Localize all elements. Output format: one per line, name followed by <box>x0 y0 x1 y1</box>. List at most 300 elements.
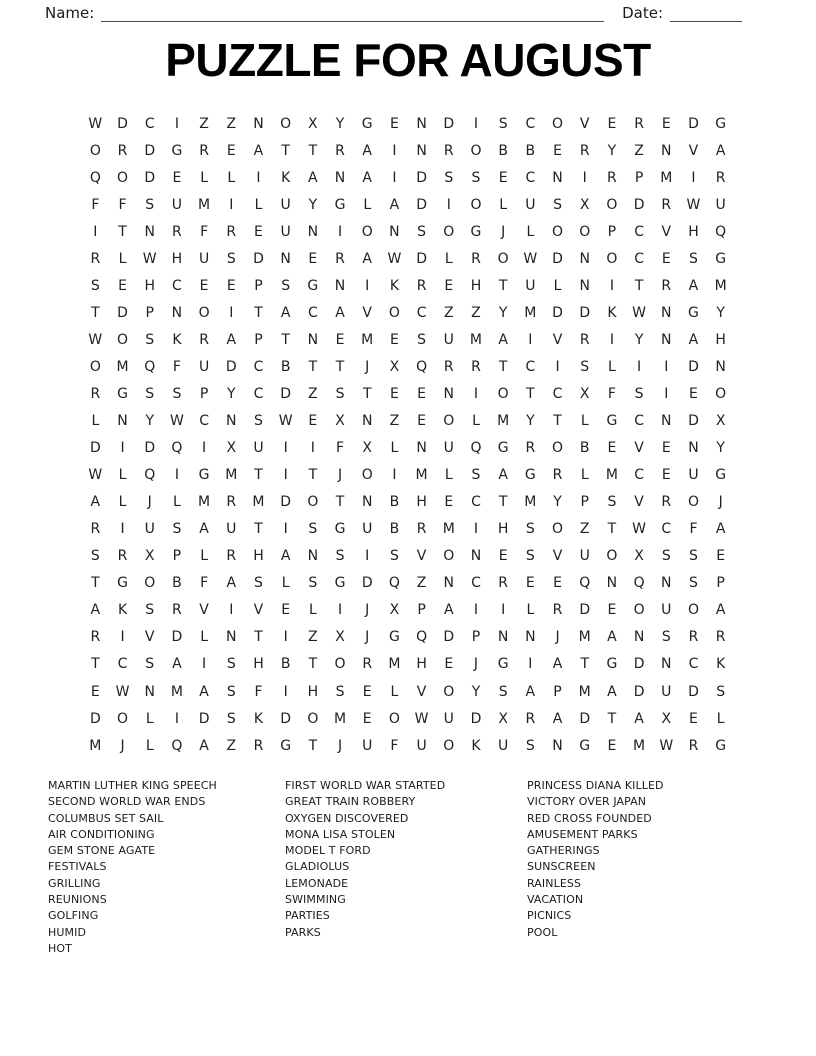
grid-letter: N <box>416 142 427 159</box>
grid-letter: N <box>606 575 618 592</box>
grid-letter: A <box>688 331 699 348</box>
grid-letter: H <box>307 683 319 700</box>
grid-letter: J <box>718 494 723 511</box>
grid-letter: M <box>198 494 211 511</box>
grid-letter: M <box>497 413 510 430</box>
grid-letter: V <box>362 304 372 321</box>
grid-letter: L <box>118 467 127 484</box>
grid-letter: R <box>579 142 590 159</box>
word-list-column-1 <box>48 778 217 957</box>
grid-letter: S <box>335 548 345 565</box>
grid-letter: I <box>120 440 125 457</box>
grid-letter: Z <box>471 304 481 321</box>
grid-letter: I <box>555 358 560 375</box>
grid-letter: I <box>528 656 533 673</box>
grid-letter: G <box>497 656 509 673</box>
grid-letter: M <box>578 629 591 646</box>
grid-letter: D <box>280 385 292 402</box>
grid-letter: D <box>144 142 156 159</box>
grid-letter: N <box>307 331 319 348</box>
grid-letter: A <box>280 304 291 321</box>
grid-letter: N <box>661 142 672 159</box>
grid-letter: B <box>389 494 400 511</box>
grid-letter: Z <box>634 142 644 159</box>
grid-letter: C <box>634 467 644 484</box>
grid-letter: R <box>525 710 536 727</box>
grid-letter: R <box>579 331 590 348</box>
grid-letter: D <box>198 710 210 727</box>
grid-row <box>82 218 735 245</box>
grid-letter: E <box>689 385 698 402</box>
grid-letter: T <box>281 142 290 159</box>
grid-letter: Z <box>416 575 427 592</box>
grid-letter: R <box>226 494 237 511</box>
grid-letter: G <box>497 440 509 457</box>
grid-row <box>82 435 735 462</box>
grid-letter: Y <box>308 196 318 213</box>
grid-letter: I <box>120 629 125 646</box>
word-list-item: HUMID <box>48 925 87 939</box>
grid-letter: D <box>579 602 591 619</box>
grid-letter: I <box>283 683 288 700</box>
grid-letter: O <box>687 602 699 619</box>
grid-letter: I <box>283 521 288 538</box>
grid-letter: D <box>225 358 237 375</box>
grid-letter: N <box>661 575 672 592</box>
grid-letter: Y <box>553 494 562 511</box>
grid-letter: N <box>253 115 264 132</box>
grid-letter: O <box>579 223 591 240</box>
grid-letter: R <box>688 737 699 754</box>
grid-letter: I <box>283 629 288 646</box>
grid-letter: P <box>471 629 481 646</box>
grid-letter: X <box>144 548 155 565</box>
grid-letter: D <box>688 358 699 375</box>
grid-letter: W <box>686 196 701 213</box>
grid-letter: I <box>174 467 179 484</box>
grid-letter: E <box>607 115 617 132</box>
grid-letter: I <box>174 115 179 132</box>
grid-letter: L <box>553 277 562 294</box>
grid-letter: S <box>689 575 698 592</box>
grid-letter: S <box>498 115 508 132</box>
grid-letter: E <box>362 710 372 727</box>
grid-letter: M <box>198 196 211 213</box>
grid-letter: M <box>89 737 102 754</box>
grid-letter: F <box>118 196 127 213</box>
grid-letter: O <box>606 548 618 565</box>
grid-letter: A <box>199 521 209 538</box>
grid-letter: Q <box>579 575 591 592</box>
grid-letter: N <box>661 413 672 430</box>
grid-letter: D <box>144 440 156 457</box>
grid-letter: W <box>414 710 429 727</box>
grid-letter: C <box>634 250 644 267</box>
grid-letter: L <box>200 629 208 646</box>
grid-letter: D <box>89 440 101 457</box>
grid-letter: L <box>390 683 399 700</box>
word-list-item: MARTIN LUTHER KING SPEECH <box>48 779 217 792</box>
grid-letter: B <box>525 142 536 159</box>
grid-letter: G <box>470 223 482 240</box>
grid-letter: R <box>525 440 536 457</box>
grid-letter: R <box>661 494 672 511</box>
grid-letter: Q <box>715 223 727 240</box>
grid-letter: O <box>606 196 618 213</box>
word-list-item: PICNICS <box>527 909 572 923</box>
word-list-item: FESTIVALS <box>48 860 107 874</box>
grid-letter: T <box>308 142 318 159</box>
grid-letter: R <box>226 548 237 565</box>
grid-letter: C <box>416 304 427 321</box>
grid-row <box>82 624 735 651</box>
grid-letter: M <box>524 304 537 321</box>
grid-letter: M <box>714 277 727 294</box>
grid-letter: X <box>335 413 345 430</box>
grid-letter: H <box>171 250 183 267</box>
grid-letter: N <box>144 683 155 700</box>
grid-letter: O <box>443 548 455 565</box>
grid-letter: U <box>198 250 210 267</box>
grid-letter: G <box>280 737 292 754</box>
grid-letter: D <box>470 710 482 727</box>
grid-letter: L <box>281 575 290 592</box>
grid-letter: M <box>116 358 129 375</box>
grid-letter: S <box>417 223 427 240</box>
grid-letter: S <box>471 169 481 186</box>
grid-letter: Q <box>633 575 645 592</box>
grid-letter: Y <box>526 413 535 430</box>
grid-letter: H <box>715 331 726 348</box>
grid-letter: I <box>392 142 397 159</box>
grid-letter: T <box>254 467 263 484</box>
word-list-item: GOLFING <box>48 909 99 923</box>
grid-letter: E <box>444 656 454 673</box>
grid-letter: E <box>444 494 454 511</box>
grid-letter: Q <box>470 440 482 457</box>
grid-letter: J <box>365 629 370 646</box>
grid-letter: L <box>580 467 589 484</box>
grid-letter: J <box>473 656 479 673</box>
grid-letter: I <box>691 169 696 186</box>
grid-letter: T <box>526 385 535 402</box>
grid-letter: Z <box>308 385 318 402</box>
grid-letter: T <box>254 521 263 538</box>
grid-letter: S <box>254 413 263 430</box>
grid-row <box>82 299 735 326</box>
word-list-column-2 <box>285 778 445 941</box>
grid-letter: R <box>90 521 101 538</box>
grid-letter: U <box>362 737 373 754</box>
grid-letter: K <box>117 602 128 619</box>
word-list-item: VICTORY OVER JAPAN <box>527 795 647 809</box>
grid-letter: G <box>524 467 536 484</box>
grid-letter: S <box>145 656 155 673</box>
grid-letter: U <box>280 196 291 213</box>
grid-letter: I <box>365 277 370 294</box>
grid-letter: E <box>444 277 454 294</box>
grid-letter: O <box>388 304 400 321</box>
grid-letter: W <box>387 250 402 267</box>
grid-letter: L <box>526 223 535 240</box>
grid-letter: X <box>715 413 726 430</box>
grid-letter: I <box>637 358 642 375</box>
grid-letter: G <box>334 196 346 213</box>
grid-letter: N <box>361 413 373 430</box>
grid-letter: R <box>172 223 182 240</box>
grid-letter: A <box>90 602 101 619</box>
grid-letter: T <box>254 304 263 321</box>
grid-letter: D <box>117 115 128 132</box>
grid-letter: R <box>416 277 427 294</box>
grid-letter: O <box>633 602 645 619</box>
grid-letter: T <box>254 629 263 646</box>
grid-letter: U <box>144 521 155 538</box>
grid-letter: D <box>144 169 156 186</box>
grid-letter: C <box>552 385 563 402</box>
grid-letter: C <box>471 575 481 592</box>
grid-letter: F <box>689 521 698 538</box>
grid-letter: R <box>117 548 128 565</box>
grid-letter: O <box>307 494 319 511</box>
grid-letter: S <box>226 250 236 267</box>
grid-letter: E <box>525 575 535 592</box>
grid-letter: Y <box>716 440 725 457</box>
grid-letter: R <box>443 358 454 375</box>
word-list-item: SUNSCREEN <box>527 860 596 874</box>
grid-letter: V <box>661 223 672 240</box>
word-lists <box>0 778 816 958</box>
grid-letter: U <box>443 331 454 348</box>
grid-letter: D <box>443 115 455 132</box>
grid-letter: K <box>471 737 481 754</box>
grid-letter: N <box>334 277 346 294</box>
grid-letter: D <box>443 629 455 646</box>
grid-letter: A <box>90 494 101 511</box>
grid-letter: O <box>443 683 455 700</box>
word-list-item: RED CROSS FOUNDED <box>527 811 652 825</box>
grid-letter: J <box>365 602 370 619</box>
grid-letter: D <box>117 304 128 321</box>
grid-letter: G <box>198 467 210 484</box>
grid-letter: D <box>171 629 183 646</box>
grid-letter: U <box>525 277 536 294</box>
grid-letter: G <box>606 656 618 673</box>
grid-letter: L <box>118 494 127 511</box>
date-label: Date: <box>622 4 663 22</box>
grid-letter: G <box>579 737 591 754</box>
grid-letter: R <box>715 169 726 186</box>
date-blank-line <box>670 7 742 22</box>
grid-letter: A <box>172 656 182 673</box>
grid-letter: N <box>389 223 400 240</box>
header <box>45 5 742 22</box>
grid-letter: V <box>552 331 563 348</box>
grid-letter: R <box>90 385 101 402</box>
grid-letter: V <box>634 494 644 511</box>
grid-letter: Y <box>335 115 345 132</box>
grid-letter: D <box>633 196 645 213</box>
grid-letter: W <box>88 331 103 348</box>
grid-letter: I <box>229 304 234 321</box>
grid-letter: S <box>417 331 427 348</box>
grid-letter: N <box>552 737 563 754</box>
grid-letter: I <box>229 196 234 213</box>
grid-letter: S <box>226 656 236 673</box>
grid-letter: T <box>308 737 318 754</box>
grid-letter: D <box>361 575 373 592</box>
grid-letter: U <box>688 467 699 484</box>
grid-letter: L <box>227 169 236 186</box>
grid-letter: B <box>498 142 508 159</box>
grid-letter: Z <box>226 737 237 754</box>
grid-letter: E <box>362 683 372 700</box>
grid-letter: H <box>416 656 427 673</box>
grid-letter: E <box>417 413 427 430</box>
grid-letter: E <box>199 277 209 294</box>
grid-letter: X <box>335 629 345 646</box>
word-list-item: AMUSEMENT PARKS <box>527 827 638 841</box>
grid-letter: O <box>443 223 455 240</box>
grid-letter: O <box>89 142 101 159</box>
grid-letter: S <box>254 575 263 592</box>
grid-letter: Z <box>226 115 237 132</box>
word-list-item: PARKS <box>285 925 321 939</box>
grid-letter: E <box>607 440 617 457</box>
grid-letter: E <box>389 385 399 402</box>
grid-letter: N <box>334 169 346 186</box>
grid-letter: G <box>334 575 346 592</box>
grid-letter: G <box>334 521 346 538</box>
grid-letter: T <box>634 277 644 294</box>
grid-letter: A <box>498 467 508 484</box>
grid-letter: R <box>607 169 617 186</box>
grid-letter: L <box>608 358 616 375</box>
grid-letter: M <box>415 467 428 484</box>
grid-letter: L <box>526 602 535 619</box>
grid-letter: S <box>661 629 671 646</box>
grid-letter: R <box>688 629 699 646</box>
grid-letter: G <box>715 737 727 754</box>
grid-letter: E <box>118 277 127 294</box>
grid-letter: U <box>280 223 291 240</box>
grid-letter: E <box>553 142 562 159</box>
grid-letter: L <box>499 196 508 213</box>
word-list-item: COLUMBUS SET SAIL <box>48 811 164 825</box>
grid-row <box>82 489 735 516</box>
word-list-item: SWIMMING <box>285 892 346 906</box>
grid-letter: K <box>281 169 291 186</box>
grid-letter: I <box>446 196 451 213</box>
word-list-item: GLADIOLUS <box>285 860 350 874</box>
grid-letter: O <box>470 142 482 159</box>
grid-letter: E <box>335 331 345 348</box>
grid-letter: T <box>91 304 100 321</box>
grid-letter: M <box>660 169 673 186</box>
grid-letter: U <box>198 358 210 375</box>
grid-letter: I <box>337 223 343 240</box>
grid-letter: S <box>90 548 100 565</box>
grid-letter: F <box>91 196 100 213</box>
grid-letter: M <box>361 331 374 348</box>
grid-letter: U <box>362 521 373 538</box>
grid-letter: C <box>253 385 264 402</box>
grid-letter: N <box>307 548 319 565</box>
grid-letter: S <box>172 385 182 402</box>
grid-letter: S <box>634 385 644 402</box>
grid-letter: Q <box>416 358 428 375</box>
name-label: Name: <box>45 4 95 22</box>
grid-letter: X <box>498 710 508 727</box>
grid-letter: O <box>552 440 564 457</box>
grid-letter: R <box>471 250 481 267</box>
grid-letter: E <box>661 467 671 484</box>
grid-letter: A <box>607 629 617 646</box>
grid-letter: T <box>607 521 617 538</box>
grid-letter: E <box>389 331 399 348</box>
grid-row <box>82 191 735 218</box>
grid-letter: L <box>145 710 154 727</box>
grid-letter: D <box>688 115 699 132</box>
grid-letter: H <box>416 494 427 511</box>
grid-letter: K <box>389 277 399 294</box>
grid-letter: S <box>90 277 100 294</box>
grid-letter: O <box>497 250 509 267</box>
grid-letter: V <box>552 548 563 565</box>
grid-letter: U <box>661 602 672 619</box>
grid-letter: E <box>90 683 100 700</box>
grid-letter: L <box>308 602 317 619</box>
grid-letter: O <box>687 494 699 511</box>
grid-letter: L <box>91 413 100 430</box>
grid-letter: O <box>443 737 455 754</box>
grid-letter: C <box>172 277 182 294</box>
grid-letter: F <box>254 683 263 700</box>
grid-letter: E <box>254 223 263 240</box>
grid-letter: T <box>553 413 562 430</box>
grid-letter: R <box>661 277 672 294</box>
grid-letter: A <box>389 196 400 213</box>
grid-letter: T <box>362 385 372 402</box>
grid-letter: T <box>580 656 589 673</box>
grid-letter: G <box>117 575 128 592</box>
grid-letter: G <box>361 115 373 132</box>
grid-letter: W <box>632 521 647 538</box>
grid-letter: X <box>579 196 590 213</box>
word-search-grid <box>82 110 735 759</box>
grid-letter: N <box>226 413 237 430</box>
grid-letter: W <box>278 413 293 430</box>
grid-letter: N <box>579 277 590 294</box>
grid-letter: K <box>607 304 617 321</box>
grid-letter: D <box>552 250 563 267</box>
grid-letter: W <box>142 250 157 267</box>
grid-letter: L <box>118 250 127 267</box>
grid-letter: I <box>256 169 261 186</box>
grid-letter: T <box>607 710 617 727</box>
grid-letter: E <box>308 413 318 430</box>
grid-letter: H <box>497 521 509 538</box>
grid-letter: Y <box>227 385 236 402</box>
grid-letter: M <box>170 683 183 700</box>
grid-letter: D <box>552 304 563 321</box>
word-list-item: LEMONADE <box>285 876 349 890</box>
grid-letter: A <box>362 169 372 186</box>
grid-row <box>82 137 735 164</box>
grid-letter: S <box>335 385 345 402</box>
grid-row <box>82 516 735 543</box>
grid-letter: O <box>606 250 618 267</box>
